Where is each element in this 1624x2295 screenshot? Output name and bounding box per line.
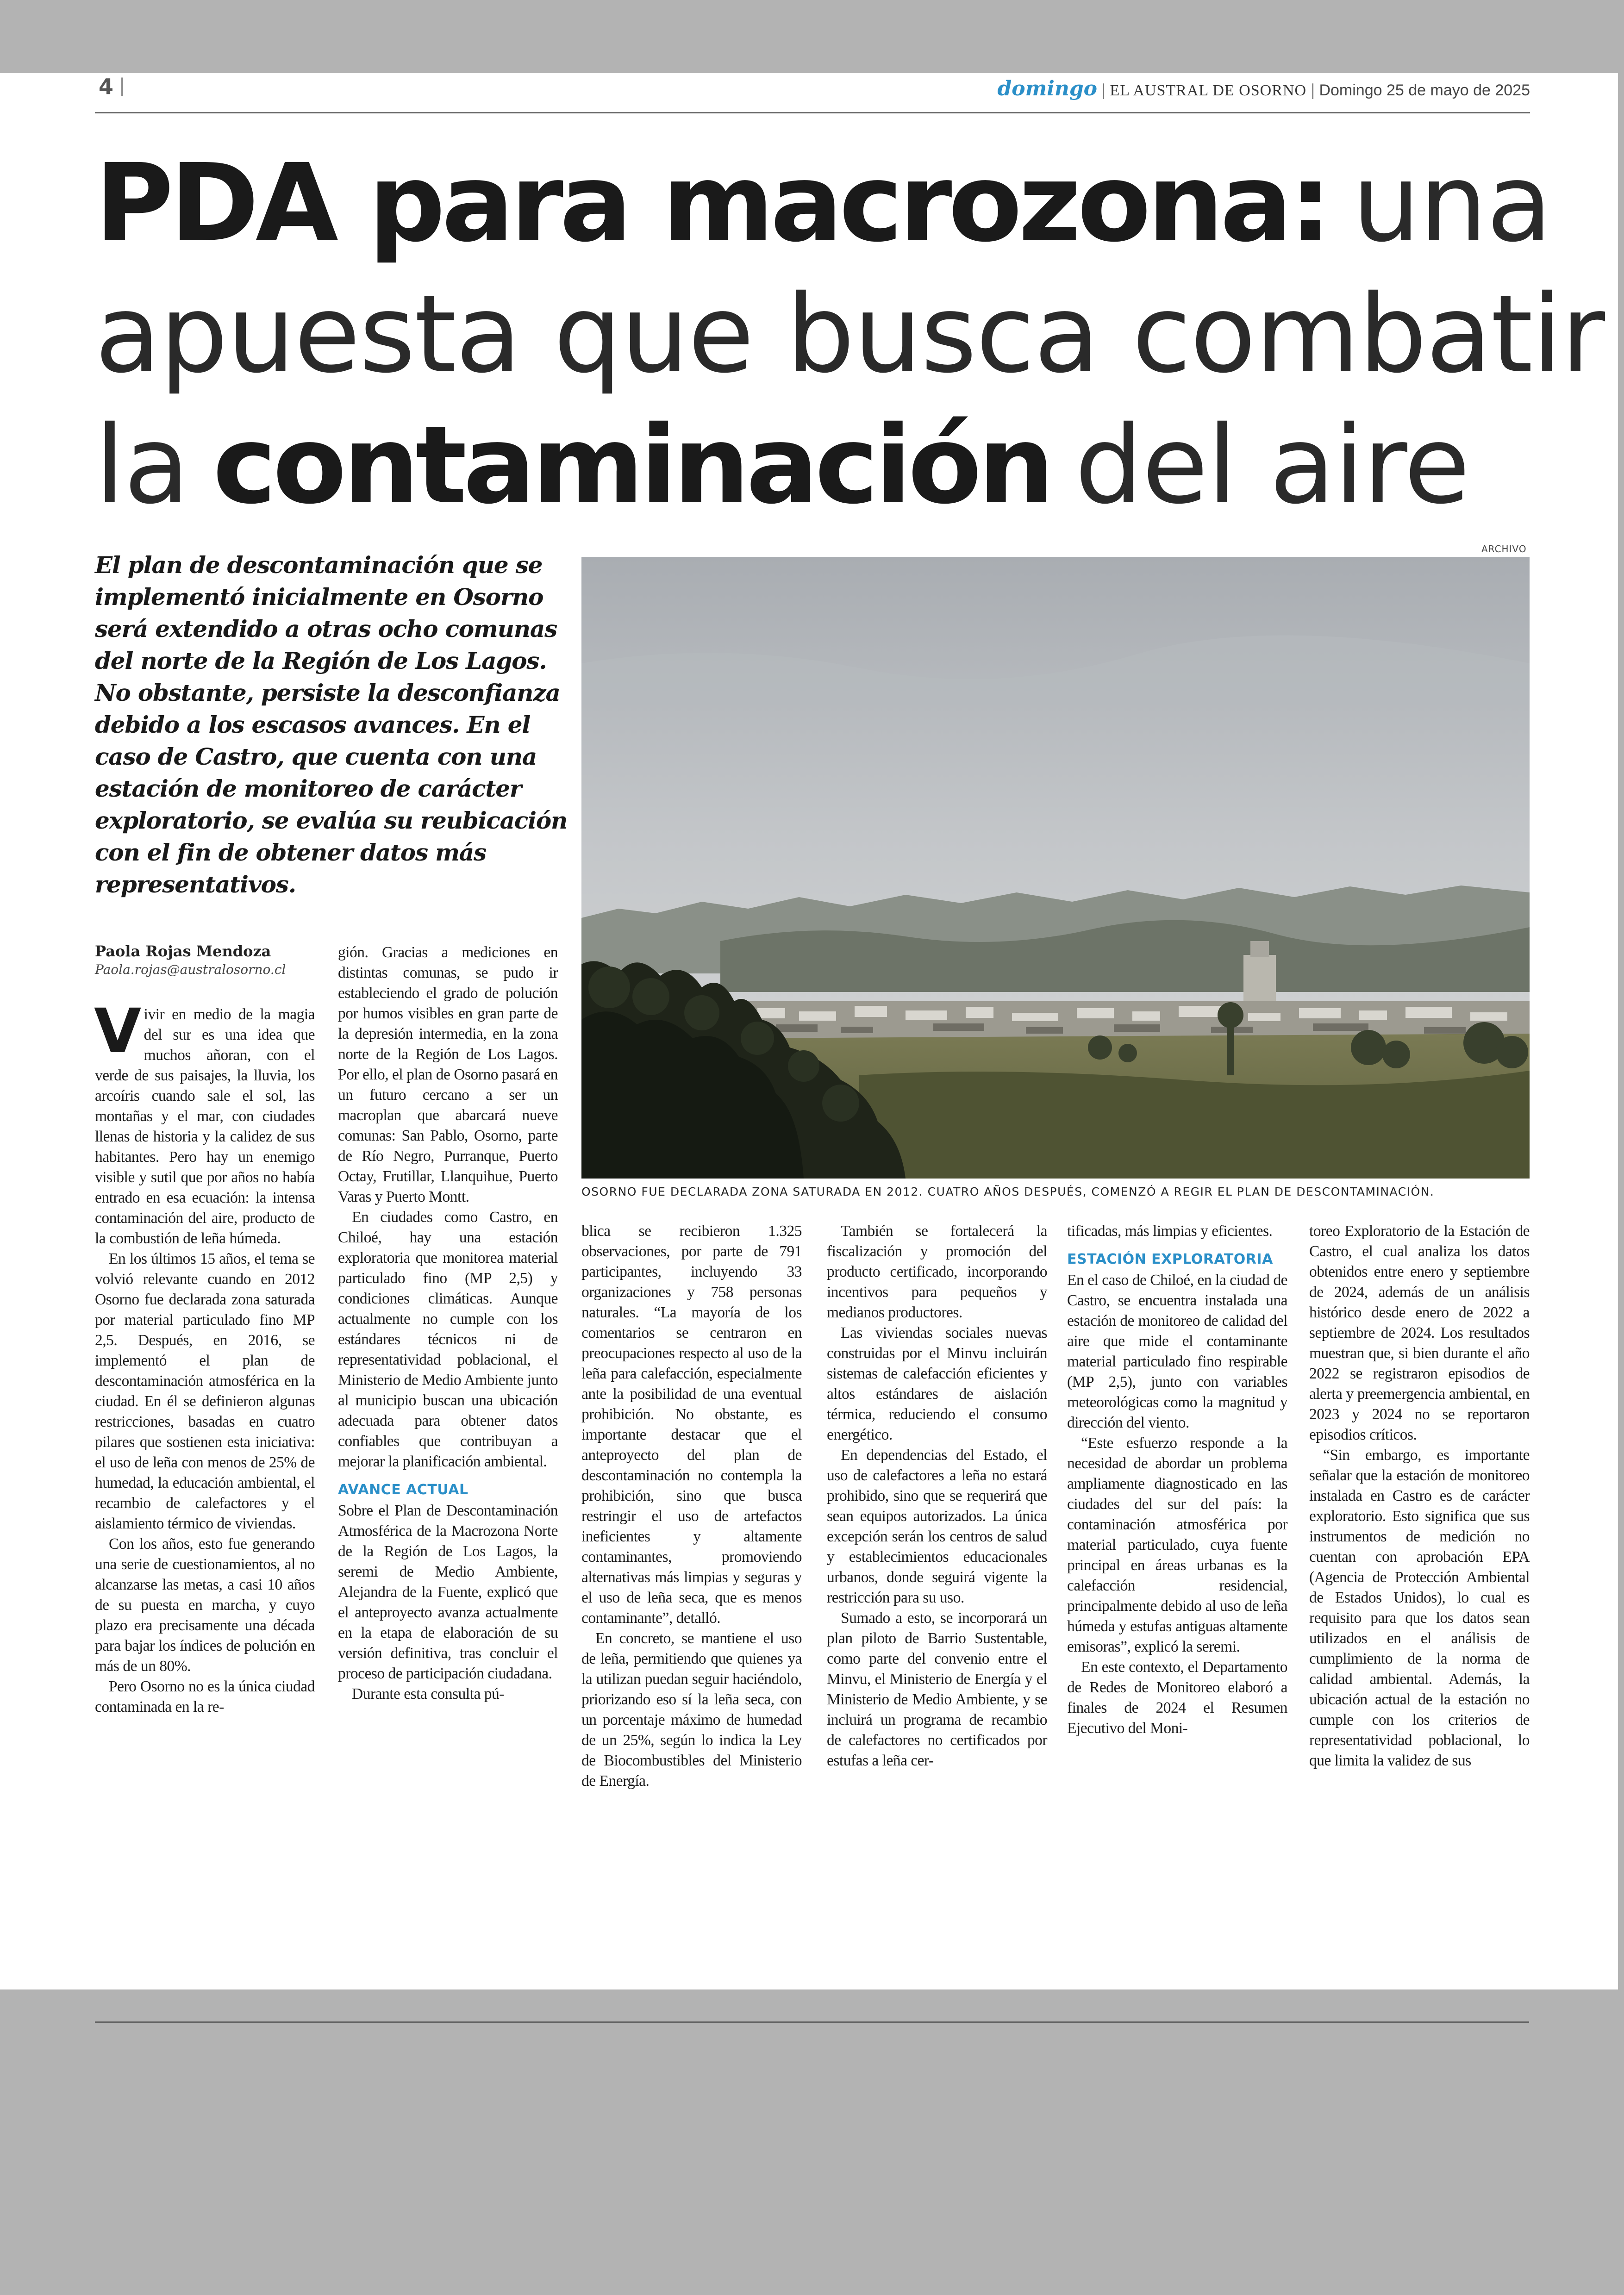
article-paragraph: blica se recibieron 1.325 observaciones, por parte de 791 participantes, incluyendo 33 organizaciones y 758 personas naturales. “La mayoría de los comentarios se centraron en preocupaciones respecto al uso de la leña para calefacción, especialmente ante la posibilidad de una eventual prohibición. No obstante, es importante destacar que el anteproyecto del plan de descontaminación no contempla la prohibición, sino que busca restringir el uso de artefactos ineficientes y altamente contaminantes, promoviendo alternativas más limpias y seguras y el uso de leña seca, que es menos contaminante”, detalló. (581, 1222, 802, 1627)
headline (95, 138, 1605, 531)
page-number: 4 (99, 74, 114, 99)
article-column-4 (827, 1221, 1047, 1771)
newspaper-name: EL AUSTRAL DE OSORNO (1110, 82, 1306, 99)
article-paragraph: Durante esta consulta pú- (352, 1685, 504, 1703)
headline-line-1 (95, 138, 1553, 269)
article-column-5 (1067, 1221, 1287, 1739)
article-paragraph: Sobre el Plan de Descontaminación Atmosférica de la Macrozona Norte de la Región de Los Lagos, la seremi de Medio Ambiente, Alejandra de la Fuente, explicó que el anteproyecto avanza actualmente en la etapa de elaboración de su versión definitiva, tras concluir el proceso de participación ciudadana. (338, 1502, 558, 1682)
header-bottom-rule (95, 112, 1530, 113)
masthead-separator: | (1100, 81, 1106, 100)
author-email: Paola.rojas@australosorno.cl (95, 962, 286, 977)
article-paragraph: En el caso de Chiloé, en la ciudad de Castro, se encuentra instalada una estación de monitoreo de calidad del aire que mide el contaminante material particulado fino respirable (MP 2,5), junto con variables meteorológicas como la magnitud y dirección del viento. (1067, 1272, 1287, 1431)
article-paragraph: En concreto, se mantiene el uso de leña, permitiendo que quienes ya la utilizan puedan seguir haciéndolo, priorizando eso sí la leña seca, con un porcentaje máximo de humedad de un 25%, según lo indica la Ley de Biocombustibles del Ministerio de Energía. (581, 1630, 802, 1790)
headline-light-3a: la (95, 403, 189, 528)
page-number-separator: | (119, 75, 125, 96)
article-paragraph: Sumado a esto, se incorporará un plan piloto de Barrio Sustentable, como parte del convenio entre el Minvu, el Ministerio de Energía y el Ministerio de Medio Ambiente, y se incluirá un programa de recambio de calefactores no certificados por estufas a leña cer- (827, 1609, 1047, 1769)
footer-rule (95, 2021, 1529, 2023)
article-column-2 (338, 942, 558, 1704)
article-paragraph: Pero Osorno no es la única ciudad contaminada en la re- (95, 1678, 315, 1715)
author-name: Paola Rojas Mendoza (95, 942, 271, 960)
article-paragraph: En este contexto, el Departamento de Redes de Monitoreo elaboró a finales de 2024 el Resumen Ejecutivo del Moni- (1067, 1659, 1287, 1737)
article-column-1 (94, 996, 315, 1717)
article-paragraph: tificadas, más limpias y eficientes. (1067, 1222, 1273, 1240)
article-paragraph: En ciudades como Castro, en Chiloé, hay una estación exploratoria que monitorea material particulado fino (MP 2,5) y condiciones climáticas. Aunque actualmente no cumple con los estándares técnicos ni de representatividad poblacional, el Ministerio de Medio Ambiente junto al municipio buscan una ubicación adecuada para obtener datos confiables que contribuyan a mejorar la planificación ambiental. (338, 1209, 558, 1470)
masthead-separator: | (1310, 81, 1316, 100)
newspaper-page (0, 73, 1618, 1989)
article-paragraph: “Sin embargo, es importante señalar que la estación de monitoreo instalada en Castro es de carácter exploratorio. Esto significa que sus instrumentos de medición no cuentan con aprobación EPA (Agencia de Protección Ambiental de Estados Unidos), lo cual es requisito para que los datos sean utilizados en el análisis de cumplimiento de la norma de calidad ambiental. Además, la ubicación actual de la estación no cumple con los criterios de representatividad poblacional, lo que limita la validez de sus (1309, 1447, 1530, 1769)
headline-light-1: una (1352, 141, 1552, 266)
article-paragraph: toreo Exploratorio de la Estación de Castro, el cual analiza los datos obtenidos entre enero y septiembre de 2024, además de un análisis histórico desde enero de 2022 a septiembre de 2024. Los resultados muestran que, si bien durante el año 2022 se registraron episodios de alerta y preemergencia ambiental, en 2023 y 2024 no se reportaron episodios críticos. (1309, 1222, 1530, 1443)
article-paragraph: gión. Gracias a mediciones en distintas comunas, se pudo ir estableciendo el grado de polución por humos visibles en gran parte de la depresión intermedia, en la zona norte de la Región de Los Lagos. Por ello, el plan de Osorno pasará en un futuro cercano a ser un macroplan que abarcará nueve comunas: San Pablo, Osorno, parte de Río Negro, Purranque, Puerto Octay, Frutillar, Llanquihue, Puerto Varas y Puerto Montt. (338, 944, 558, 1205)
article-paragraph: Las viviendas sociales nuevas construidas por el Minvu incluirán sistemas de calefacción eficientes y altos estándares de aislación térmica, reduciendo el consumo energético. (827, 1324, 1047, 1443)
headline-line-2 (95, 269, 1605, 400)
page-header (95, 73, 1530, 106)
article-paragraph: En dependencias del Estado, el uso de calefactores a leña no estará prohibido, sino que se requerirá que sean equipos autorizados. La única excepción serán los centros de salud y establecimientos educacionales urbanos, donde seguirá vigente la restricción para su uso. (827, 1447, 1047, 1606)
deck-summary: El plan de descontaminación que se implementó inicialmente en Osorno será extendido a otras ocho comunas del norte de la Región de Los Lagos. No obstante, persiste la desconfianza debido a los escasos avances. En el caso de Castro, que cuenta con una estación de monitoreo de carácter exploratorio, se evalúa su reubicación con el fin de obtener datos más representativos. (95, 551, 568, 898)
article-column-3 (581, 1221, 802, 1791)
article-paragraph: Con los años, esto fue generando una serie de cuestionamientos, al no alcanzarse las metas, a casi 10 años de su puesta en marcha, y cuyo plazo era precisamente una década para bajar los índices de polución en más de un 80%. (95, 1535, 315, 1675)
drop-cap: V (94, 996, 141, 1067)
photo-credit: ARCHIVO (1481, 543, 1527, 555)
article-photo (581, 557, 1530, 1179)
article-paragraph: En los últimos 15 años, el tema se volvió relevante cuando en 2012 Osorno fue declarada zona saturada por material particulado fino MP 2,5. Después, en 2016, se implementó el plan de descontaminación atmosférica en la ciudad. En él se definieron algunas restricciones, basadas en cuatro pilares que sostienen esta iniciativa: el uso de leña con menos de 25% de humedad, la educación ambiental, el recambio de calefactores y el aislamiento térmico de viviendas. (95, 1250, 315, 1532)
subheading-estacion-exploratoria: ESTACIÓN EXPLORATORIA (1067, 1251, 1273, 1267)
issue-date: Domingo 25 de mayo de 2025 (1319, 81, 1530, 99)
article-column-6 (1309, 1221, 1530, 1771)
headline-light-2: apuesta que busca combatir (95, 272, 1605, 397)
headline-bold-1: PDA para macrozona: (95, 141, 1328, 266)
section-name: domingo (997, 77, 1097, 100)
headline-line-3 (95, 400, 1553, 531)
photo-caption: OSORNO FUE DECLARADA ZONA SATURADA EN 2012. CUATRO AÑOS DESPUÉS, COMENZÓ A REGIR EL PLAN DE DESCONTAMINACIÓN. (581, 1185, 1435, 1198)
article-paragraph: Vivir en medio de la magia del sur es una idea que muchos añoran, con el verde de sus paisajes, la lluvia, los arcoíris cuando sale el sol, las montañas y el mar, con ciudades llenas de historia y la calidez de sus habitantes. Pero hay un enemigo visible y sutil que por años no había entrado en esa ecuación: la intensa contaminación del aire, producto de la combustión de leña húmeda. (94, 996, 315, 1247)
article-paragraph: “Este esfuerzo responde a la necesidad de abordar un problema ampliamente diagnosticado en las ciudades del sur del país: la contaminación atmosférica por material particulado, cuya fuente principal en áreas urbanas es la calefacción residencial, principalmente debido al uso de leña húmeda y estufas antiguas altamente emisoras”, explicó la seremi. (1067, 1434, 1287, 1655)
masthead-strip (997, 77, 1530, 100)
headline-light-3b: del aire (1074, 403, 1469, 528)
headline-bold-3: contaminación (212, 403, 1051, 528)
article-paragraph: También se fortalecerá la fiscalización y promoción del producto certificado, incorporando incentivos para pequeños y medianos productores. (827, 1222, 1047, 1321)
subheading-avance-actual: AVANCE ACTUAL (338, 1482, 468, 1498)
